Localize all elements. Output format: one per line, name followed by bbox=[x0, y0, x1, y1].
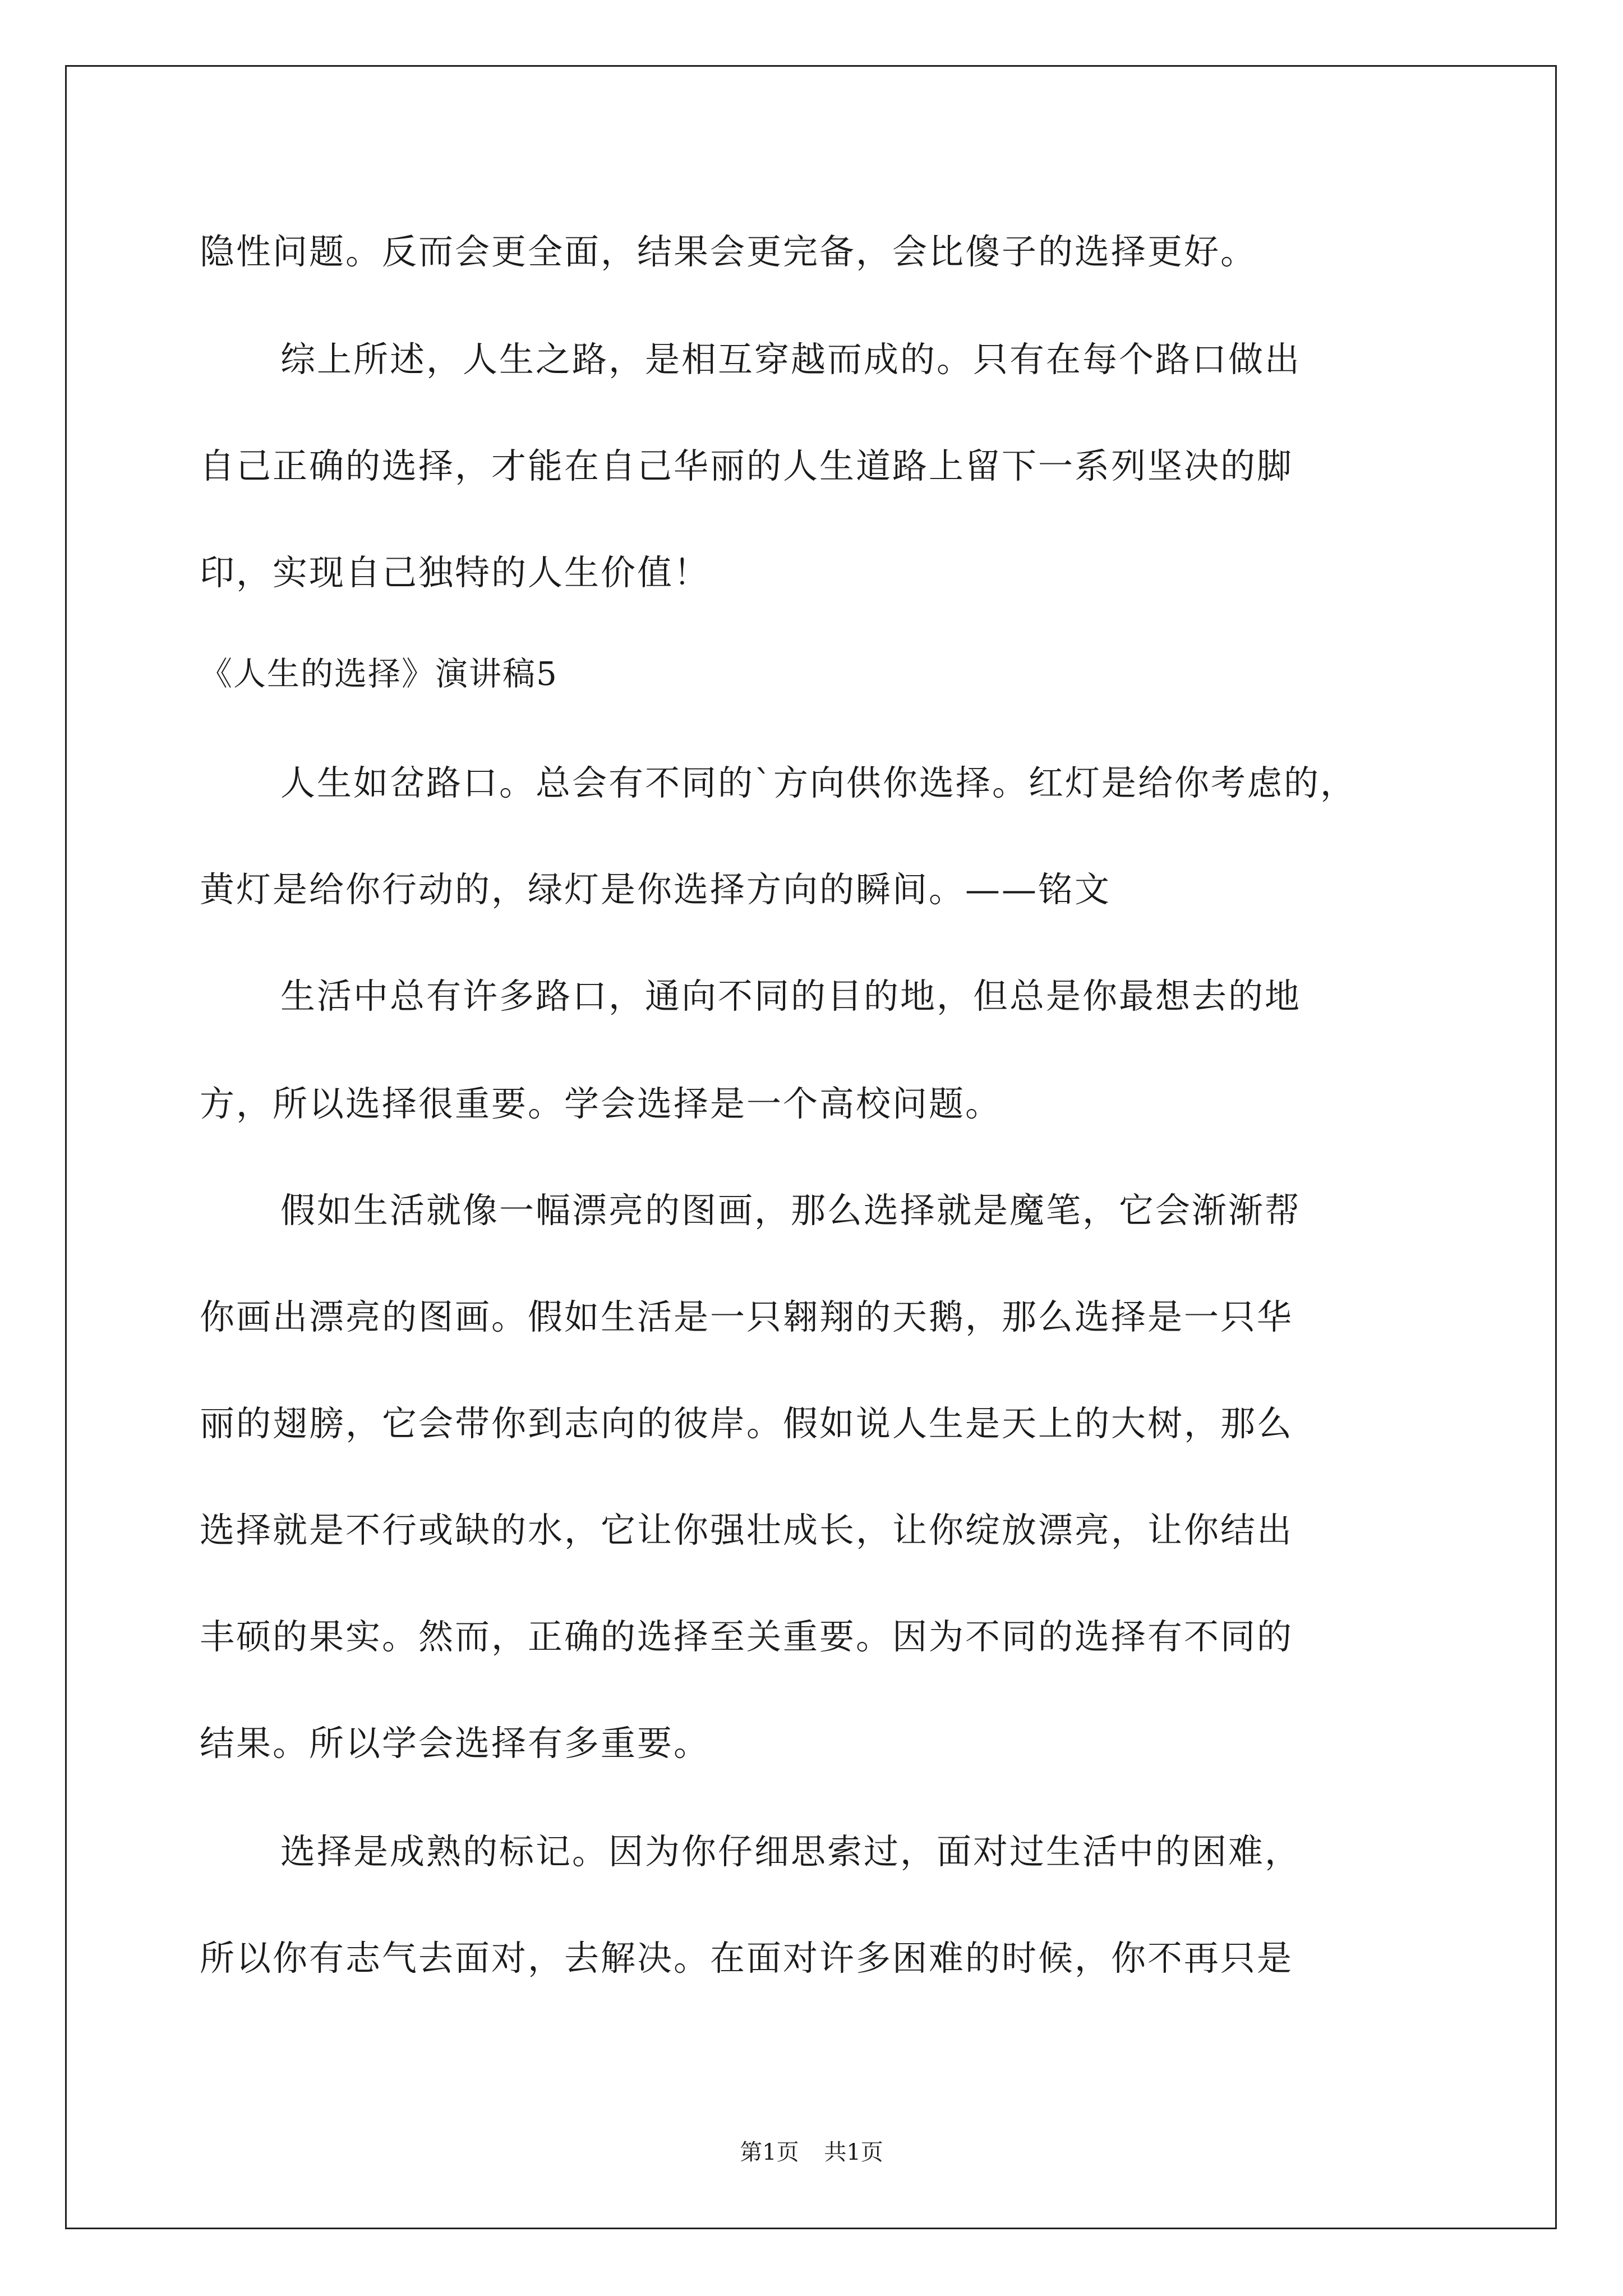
page-footer bbox=[0, 2134, 1623, 2166]
text-line: 选择就是不行或缺的水，它让你强壮成长，让你绽放漂亮，让你结出 bbox=[200, 1510, 1294, 1550]
text-line: 丽的翅膀，它会带你到志向的彼岸。假如说人生是天上的大树，那么 bbox=[200, 1403, 1294, 1444]
text-line: 所以你有志气去面对，去解决。在面对许多困难的时候，你不再只是 bbox=[200, 1938, 1294, 1978]
text-line: 丰硕的果实。然而，正确的选择至关重要。因为不同的选择有不同的 bbox=[200, 1616, 1294, 1657]
page-border bbox=[65, 65, 1557, 2229]
section-heading: 《人生的选择》演讲稿5 bbox=[200, 655, 558, 693]
text-line: 人生如岔路口。总会有不同的`方向供你选择。红灯是给你考虑的， bbox=[280, 762, 1357, 803]
text-line: 选择是成熟的标记。因为你仔细思索过，面对过生活中的困难， bbox=[280, 1831, 1302, 1872]
text-line: 你画出漂亮的图画。假如生活是一只翱翔的天鹅，那么选择是一只华 bbox=[200, 1296, 1294, 1337]
page-number: 第1页 bbox=[740, 2139, 799, 2165]
text-line: 黄灯是给你行动的，绿灯是你选择方向的瞬间。——铭文 bbox=[200, 869, 1112, 910]
text-line: 综上所述，人生之路，是相互穿越而成的。只有在每个路口做出 bbox=[280, 339, 1302, 380]
text-line: 隐性问题。反而会更全面，结果会更完备，会比傻子的选择更好。 bbox=[200, 231, 1257, 272]
page-total: 共1页 bbox=[824, 2139, 883, 2165]
text-line: 假如生活就像一幅漂亮的图画，那么选择就是魔笔，它会渐渐帮 bbox=[280, 1190, 1302, 1231]
text-line: 自己正确的选择，才能在自己华丽的人生道路上留下一系列坚决的脚 bbox=[200, 445, 1294, 486]
text-line: 结果。所以学会选择有多重要。 bbox=[200, 1723, 711, 1764]
text-line: 印，实现自己独特的人生价值！ bbox=[200, 552, 711, 593]
text-line: 生活中总有许多路口，通向不同的目的地，但总是你最想去的地 bbox=[280, 976, 1302, 1016]
text-line: 方，所以选择很重要。学会选择是一个高校问题。 bbox=[200, 1083, 1002, 1124]
